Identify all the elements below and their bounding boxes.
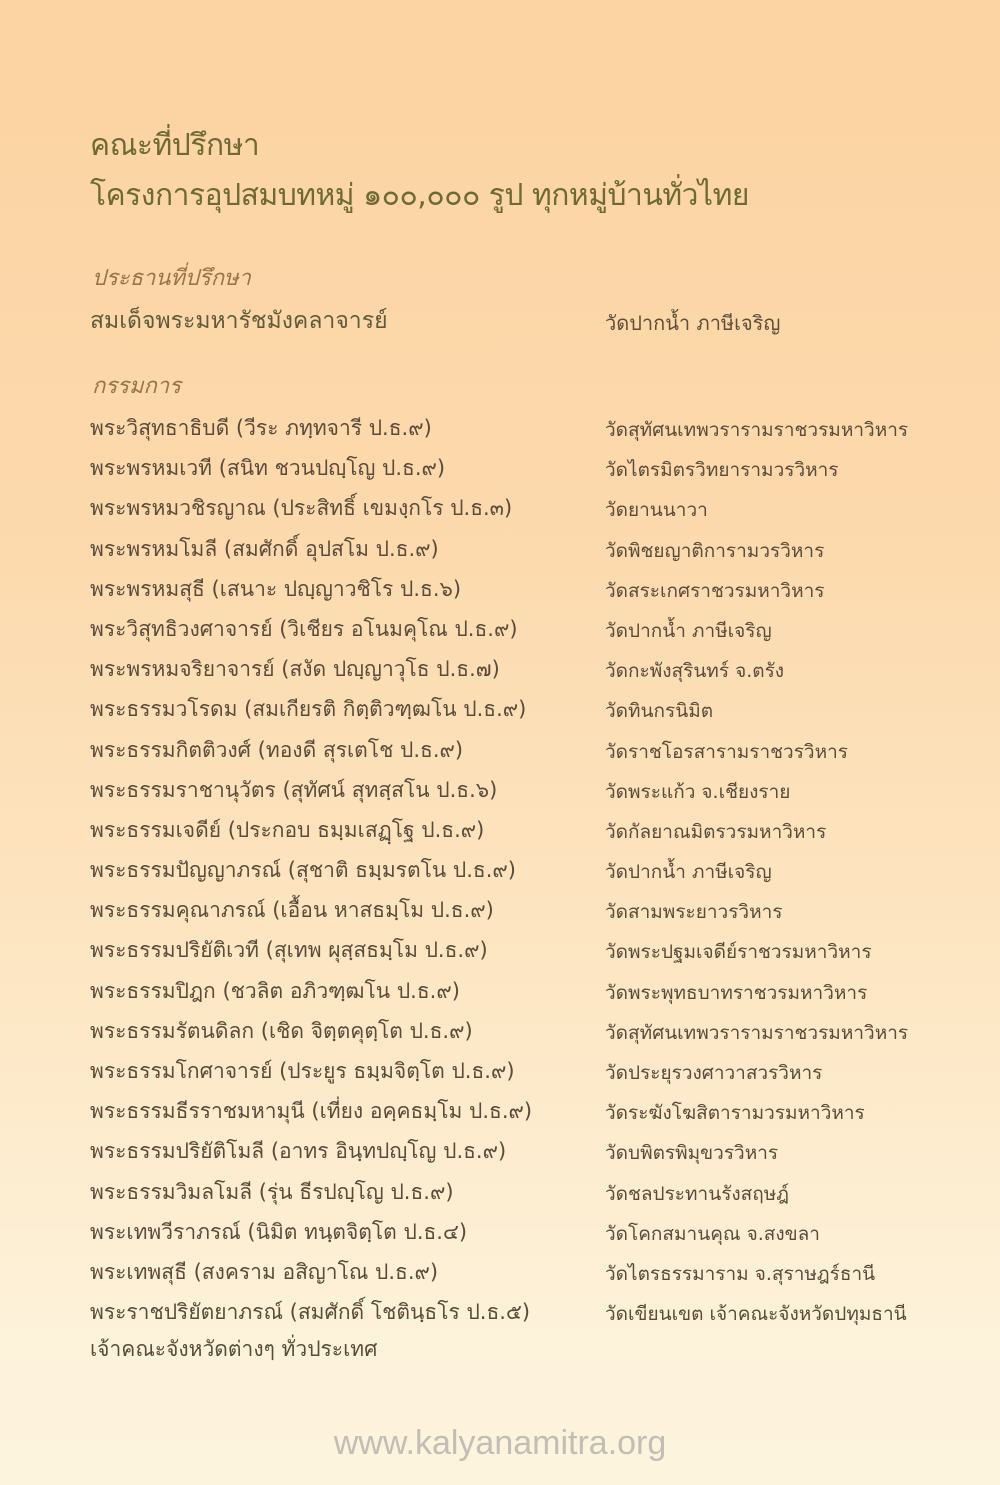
member-temple: วัดสามพระยาวรวิหาร <box>605 901 783 924</box>
member-name: พระธรรมวโรดม (สมเกียรติ กิตฺติวฑฺฒโน ป.ธ.๙) <box>90 697 527 722</box>
member-temple: วัดไตรมิตรวิทยารามวรวิหาร <box>605 459 839 482</box>
member-name: พระเทพวีราภรณ์ (นิมิต ทนฺตจิตฺโต ป.ธ.๔) <box>90 1219 468 1244</box>
member-temple: วัดกะพังสุรินทร์ จ.ตรัง <box>605 660 785 683</box>
committee-member-row <box>90 1015 950 1055</box>
member-name: พระธรรมปริยัติโมลี (อาทร อินฺทปญฺโญ ป.ธ.๙) <box>90 1139 507 1164</box>
committee-member-row <box>90 1176 950 1216</box>
member-name: พระพรหมวชิรญาณ (ประสิทธิ์ เขมงฺกโร ป.ธ.๓) <box>90 496 513 521</box>
member-temple: วัดประยุรวงศาวาสวรวิหาร <box>605 1062 823 1084</box>
committee-member-row <box>90 975 950 1015</box>
committee-member-row <box>90 894 950 934</box>
member-temple: วัดปากน้ำ ภาษีเจริญ <box>605 619 772 642</box>
member-temple: วัดปากน้ำ ภาษีเจริญ <box>605 861 772 884</box>
member-name: พระพรหมจริยาจารย์ (สงัด ปญฺญาวุโธ ป.ธ.๗) <box>90 657 500 682</box>
chair-temple: วัดปากน้ำ ภาษีเจริญ <box>605 311 781 335</box>
committee-member-row <box>90 412 950 452</box>
committee-member-row <box>90 1095 950 1135</box>
committee-section-label: กรรมการ <box>92 374 181 399</box>
member-name: พระธรรมโกศาจารย์ (ประยูร ธมฺมจิตฺโต ป.ธ.๙) <box>90 1059 515 1083</box>
committee-member-row <box>90 734 950 774</box>
committee-footer-line: เจ้าคณะจังหวัดต่างๆ ทั่วประเทศ <box>90 1337 378 1361</box>
member-name: พระธรรมธีรราชมหามุนี (เที่ยง อคฺคธมฺโม ป.ธ.๙) <box>90 1099 533 1124</box>
member-name: พระพรหมเวที (สนิท ชวนปญฺโญ ป.ธ.๙) <box>90 456 446 481</box>
committee-member-row <box>90 1216 950 1256</box>
member-name: พระวิสุทธาธิบดี (วีระ ภทฺทจารี ป.ธ.๙) <box>90 416 432 440</box>
member-temple: วัดชลประทานรังสฤษฎ์ <box>605 1182 790 1205</box>
member-name: พระเทพสุธี (สงคราม อสิญาโณ ป.ธ.๙) <box>90 1259 439 1284</box>
watermark: www.kalyanamitra.org <box>333 1424 667 1462</box>
member-name: พระธรรมราชานุวัตร (สุทัศน์ สุทสฺสโน ป.ธ.๖) <box>90 777 498 802</box>
member-name: พระธรรมกิตติวงศ์ (ทองดี สุรเตโช ป.ธ.๙) <box>90 737 464 762</box>
committee-member-row <box>90 533 950 573</box>
member-temple: วัดราชโอรสารามราชวรวิหาร <box>605 740 848 763</box>
member-name: พระธรรมรัตนดิลก (เชิด จิตฺตคุตฺโต ป.ธ.๙) <box>90 1018 473 1043</box>
committee-member-row <box>90 693 950 733</box>
member-temple: วัดโคกสมานคุณ จ.สงขลา <box>605 1222 820 1245</box>
member-temple: วัดบพิตรพิมุขวรวิหาร <box>605 1142 779 1165</box>
committee-member-row <box>90 1135 950 1175</box>
member-name: พระธรรมวิมลโมลี (รุ่น ธีรปญฺโญ ป.ธ.๙) <box>90 1179 454 1204</box>
member-name: พระธรรมเจดีย์ (ประกอบ ธมฺมเสฏฺโฐ ป.ธ.๙) <box>90 817 485 842</box>
member-name: พระธรรมปริยัติเวที (สุเทพ ผุสฺสธมฺโม ป.ธ.๙) <box>90 938 488 963</box>
committee-member-row <box>90 1296 950 1336</box>
chair-name: สมเด็จพระมหารัชมังคลาจารย์ <box>90 308 388 334</box>
committee-member-row <box>90 934 950 974</box>
committee-list <box>90 412 950 1336</box>
member-temple: วัดสุทัศนเทพวรารามราชวรมหาวิหาร <box>605 1021 909 1044</box>
member-name: พระราชปริยัตยาภรณ์ (สมศักดิ์ โชตินฺธโร ป.ธ.๕) <box>90 1300 531 1325</box>
member-temple: วัดสระเกศราชวรมหาวิหาร <box>605 579 825 602</box>
committee-member-row <box>90 1055 950 1095</box>
member-name: พระธรรมปัญญาภรณ์ (สุชาติ ธมฺมรตโน ป.ธ.๙) <box>90 858 516 883</box>
member-name: พระพรหมโมลี (สมศักดิ์ อุปสโม ป.ธ.๙) <box>90 536 439 561</box>
member-temple: วัดพิชยญาติการามวรวิหาร <box>605 539 825 562</box>
committee-member-row <box>90 492 950 532</box>
committee-member-row <box>90 653 950 693</box>
member-name: พระธรรมคุณาภรณ์ (เอื้อน หาสธมฺโม ป.ธ.๙) <box>90 898 494 923</box>
member-temple: วัดพระพุทธบาทราชวรมหาวิหาร <box>605 981 868 1004</box>
committee-member-row <box>90 814 950 854</box>
committee-member-row <box>90 774 950 814</box>
member-temple: วัดสุทัศนเทพวรารามราชวรมหาวิหาร <box>605 419 909 441</box>
member-temple: วัดระฆังโฆสิตารามวรมหาวิหาร <box>605 1102 865 1125</box>
committee-member-row <box>90 1256 950 1296</box>
member-name: พระธรรมปิฎก (ชวลิต อภิวฑฺฒโน ป.ธ.๙) <box>90 978 460 1003</box>
committee-member-row <box>90 452 950 492</box>
member-temple: วัดพระปฐมเจดีย์ราชวรมหาวิหาร <box>605 941 872 964</box>
member-temple: วัดยานนาวา <box>605 499 708 522</box>
member-temple: วัดทินกรนิมิต <box>605 700 714 723</box>
committee-member-row <box>90 573 950 613</box>
member-temple: วัดไตรธรรมาราม จ.สุราษฎร์ธานี <box>605 1262 876 1285</box>
page-subtitle: โครงการอุปสมบทหมู่ ๑๐๐,๐๐๐ รูป ทุกหมู่บ้านทั่วไทย <box>90 178 749 213</box>
member-temple: วัดเขียนเขต เจ้าคณะจังหวัดปทุมธานี <box>605 1303 907 1326</box>
committee-member-row <box>90 854 950 894</box>
page-title: คณะที่ปรึกษา <box>90 128 260 163</box>
chair-section-label: ประธานที่ปรึกษา <box>92 266 251 291</box>
member-name: พระวิสุทธิวงศาจารย์ (วิเชียร อโนมคุโณ ป.ธ.๙) <box>90 616 518 641</box>
member-temple: วัดพระแก้ว จ.เชียงราย <box>605 780 791 803</box>
member-name: พระพรหมสุธี (เสนาะ ปญฺญาวชิโร ป.ธ.๖) <box>90 576 462 601</box>
committee-member-row <box>90 613 950 653</box>
member-temple: วัดกัลยาณมิตรวรมหาวิหาร <box>605 820 827 843</box>
